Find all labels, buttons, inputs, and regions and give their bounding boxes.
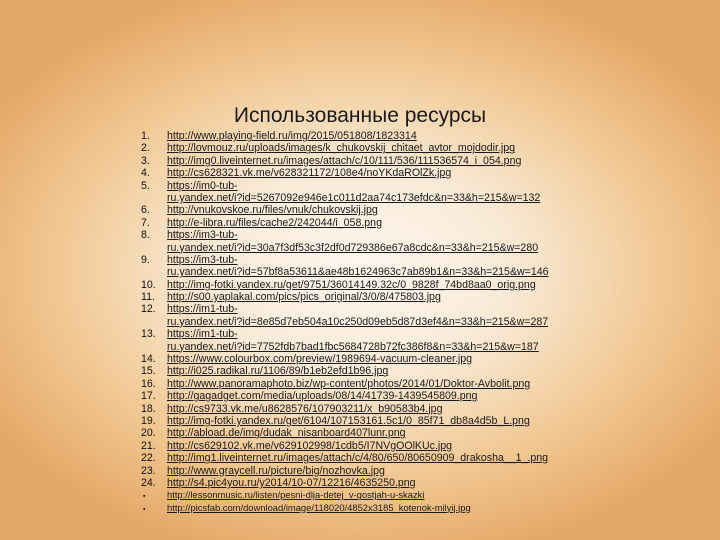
resource-item: [0, 341, 720, 353]
resource-item: [0, 403, 720, 415]
resource-item: [0, 291, 720, 303]
resource-item: [0, 415, 720, 427]
resource-link[interactable]: http://lessonmusic.ru/listen/pesni-dlja-detej_v-gostjah-u-skazki: [167, 489, 425, 501]
resource-item: [0, 477, 720, 489]
item-number: 13.: [141, 328, 156, 341]
resource-link[interactable]: ru.yandex.net/i?id=57bf8a53611&ae48b1624963c7ab89b1&n=33&h=215&w=146: [167, 266, 549, 279]
item-number: 3.: [141, 154, 150, 167]
resource-link[interactable]: ru.yandex.net/i?id=7752fdb7bad1fbc5684728b72fc386f8&n=33&h=215&w=187: [167, 340, 539, 353]
resource-item: [0, 353, 720, 365]
resource-item: [0, 365, 720, 377]
resource-link[interactable]: http://i025.radikal.ru/1106/89/b1eb2efd1b96.jpg: [167, 365, 389, 378]
resource-link[interactable]: ru.yandex.net/i?id=8e85d7eb504a10c250d09eb5d87d3ef4&n=33&h=215&w=287: [167, 315, 549, 328]
item-number: 11.: [141, 291, 155, 304]
bullet-item: [0, 502, 720, 514]
resource-link[interactable]: ru.yandex.net/i?id=30a7f3df53c3f2df0d729386e67a8cdc&n=33&h=215&w=280: [167, 241, 539, 254]
resource-item: [0, 390, 720, 402]
resource-item: [0, 266, 720, 278]
resource-link[interactable]: http://s4.pic4you.ru/y2014/10-07/12216/4635250.png: [167, 476, 416, 489]
resource-link[interactable]: http://cs628321.vk.me/v628321172/108e4/noYKdaROlZk.jpg: [167, 167, 452, 180]
bullet-item: [0, 489, 720, 501]
resource-item: [0, 192, 720, 204]
resource-item: [0, 242, 720, 254]
resource-item: [0, 465, 720, 477]
resource-link[interactable]: https://im1-tub-: [167, 303, 238, 316]
resource-item: [0, 229, 720, 241]
resource-item: [0, 303, 720, 315]
resource-link[interactable]: http://lovmouz.ru/uploads/images/k_chukovskij_chitaet_avtor_mojdodir.jpg: [167, 142, 516, 155]
resource-link[interactable]: http://www.playing-field.ru/img/2015/051808/1823314: [167, 130, 417, 142]
item-number: 5.: [141, 179, 150, 192]
resource-item: [0, 254, 720, 266]
resource-link[interactable]: http://www.graycell.ru/picture/big/nozhovka.jpg: [167, 464, 385, 477]
resource-item: [0, 130, 720, 142]
slide-title: Использованные ресурсы: [233, 104, 487, 127]
resource-link[interactable]: https://im1-tub-: [167, 328, 238, 341]
resource-link[interactable]: https://www.colourbox.com/preview/1989694-vacuum-cleaner.jpg: [167, 353, 473, 366]
resource-item: [0, 279, 720, 291]
bullet-icon: ▪: [143, 493, 146, 501]
resource-list: [0, 130, 720, 514]
item-number: 6.: [141, 204, 150, 217]
item-number: 20.: [141, 427, 156, 440]
item-number: 15.: [141, 365, 156, 378]
resource-item: [0, 378, 720, 390]
item-number: 17.: [141, 390, 156, 403]
item-number: 14.: [141, 353, 156, 366]
item-number: 2.: [141, 142, 150, 155]
item-number: 19.: [141, 414, 156, 427]
item-number: 21.: [141, 439, 156, 452]
resource-link[interactable]: ru.yandex.net/i?id=5267092e946e1c011d2aa74c173efdc&n=33&h=215&w=132: [167, 191, 541, 204]
resource-item: [0, 155, 720, 167]
resource-link[interactable]: http://img1.liveinternet.ru/images/attach/c/4/80/650/80650909_drakosha__1_.png: [167, 452, 549, 465]
item-number: 23.: [141, 464, 156, 477]
resource-item: [0, 167, 720, 179]
resource-link[interactable]: http://abload.de/img/dudak_nisanboard407lunr.png: [167, 427, 406, 440]
resource-link[interactable]: http://img-fotki.yandex.ru/get/9751/36014149.32c/0_9828f_74bd8aa0_orig.png: [167, 278, 536, 291]
resource-item: [0, 427, 720, 439]
resource-link[interactable]: http://gagadget.com/media/uploads/08/14/41739-1439545809.png: [167, 390, 478, 403]
resource-item: [0, 180, 720, 192]
resource-item: [0, 142, 720, 154]
item-number: 1.: [141, 130, 150, 142]
item-number: 12.: [141, 303, 156, 316]
item-number: 22.: [141, 452, 156, 465]
resource-link[interactable]: https://im3-tub-: [167, 229, 238, 242]
resource-link[interactable]: https://im0-tub-: [167, 179, 238, 192]
item-number: 18.: [141, 402, 156, 415]
bullet-icon: ▪: [143, 505, 146, 513]
resource-link[interactable]: http://cs629102.vk.me/v629102998/1cdb5/I7NVgOOlKUc.jpg: [167, 439, 453, 452]
resource-item: [0, 328, 720, 340]
item-number: 24.: [141, 476, 156, 489]
resource-item: [0, 440, 720, 452]
item-number: 4.: [141, 167, 150, 180]
resource-item: [0, 452, 720, 464]
item-number: 9.: [141, 253, 150, 266]
item-number: 7.: [141, 216, 150, 229]
item-number: 8.: [141, 229, 150, 242]
resource-link[interactable]: http://cs9733.vk.me/u8628576/107903211/x_b90583b4.jpg: [167, 402, 443, 415]
resource-link[interactable]: http://picsfab.com/download/image/118020/4852x3185_kotenok-milyij.jpg: [167, 501, 471, 513]
item-number: 10.: [141, 278, 156, 291]
resource-link[interactable]: http://e-libra.ru/files/cache2/242044/i_058.png: [167, 216, 382, 229]
resource-item: [0, 217, 720, 229]
resource-link[interactable]: https://im3-tub-: [167, 253, 238, 266]
resource-link[interactable]: http://img0.liveinternet.ru/images/attach/c/10/111/536/111536574_i_054.png: [167, 154, 522, 167]
resource-link[interactable]: http://s00.yaplakal.com/pics/pics_original/3/0/8/475803.jpg: [167, 291, 441, 304]
resource-link[interactable]: http://www.panoramaphoto.biz/wp-content/photos/2014/01/Doktor-Avbolit.png: [167, 377, 531, 390]
resource-link[interactable]: http://img-fotki.yandex.ru/get/6104/107153161.5c1/0_85f71_db8a4d5b_L.png: [167, 414, 530, 427]
resource-link[interactable]: http://vnukovskoe.ru/files/vnuk/chukovskij.jpg: [167, 204, 378, 217]
resource-item: [0, 316, 720, 328]
resource-item: [0, 204, 720, 216]
item-number: 16.: [141, 377, 156, 390]
